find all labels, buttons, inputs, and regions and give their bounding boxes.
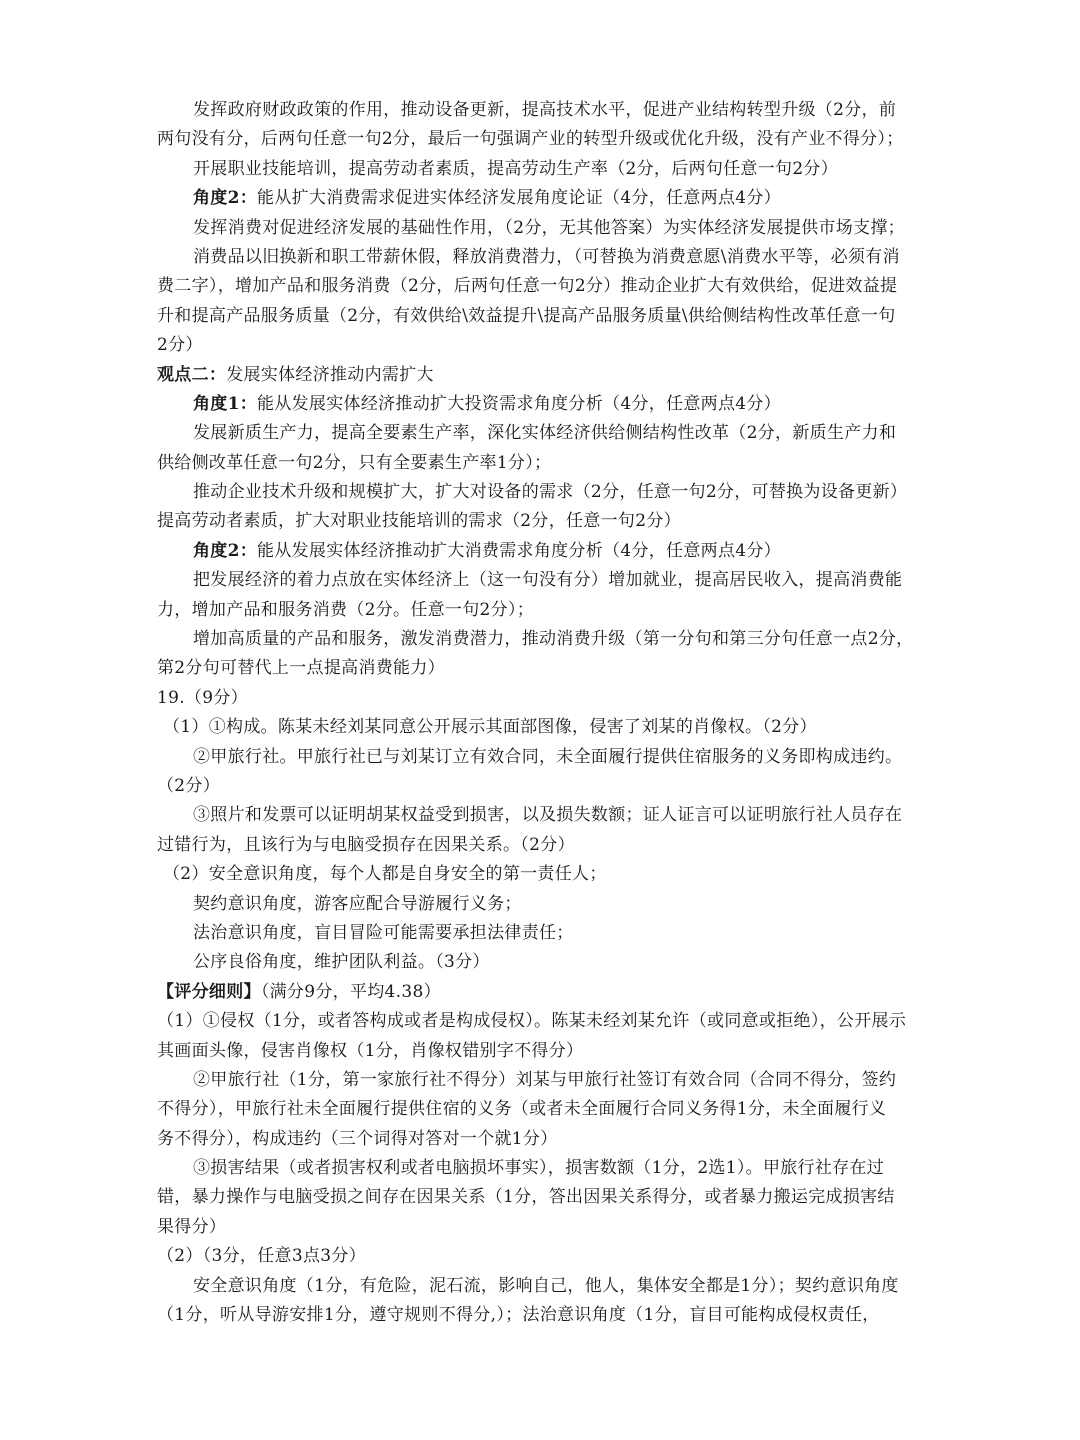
line-text: 其画面头像，侵害肖像权（1分，肖像权错别字不得分） — [157, 1040, 584, 1061]
line-text: 19.（9分） — [157, 687, 248, 708]
text-line — [157, 1183, 927, 1212]
line-text: 推动企业技术升级和规模扩大，扩大对设备的需求（2分，任意一句2分，可替换为设备更新） — [193, 482, 908, 503]
line-text: 把发展经济的着力点放在实体经济上（这一句没有分）增加就业，提高居民收入，提高消费能 — [193, 570, 903, 591]
line-text: 不得分），甲旅行社未全面履行提供住宿的义务（或者未全面履行合同义务得1分，未全面履行义 — [157, 1099, 887, 1120]
line-text: 供给侧改革任意一句2分，只有全要素生产率1分）； — [157, 452, 552, 473]
line-text: 错，暴力操作与电脑受损之间存在因果关系（1分，答出因果关系得分，或者暴力搬运完成损害结 — [157, 1187, 895, 1208]
line-text: 两句没有分，后两句任意一句2分，最后一句强调产业的转型升级或优化升级，没有产业不得分）； — [157, 129, 904, 150]
line-text: 法治意识角度，盲目冒险可能需要承担法律责任； — [193, 922, 574, 943]
line-text: 第2分句可替代上一点提高消费能力） — [157, 658, 445, 679]
text-line — [157, 419, 927, 448]
line-text: 安全意识角度（1分，有危险，泥石流，影响自己，他人，集体安全都是1分）；契约意识角度 — [193, 1275, 899, 1296]
bold-label: 角度1： — [193, 393, 258, 414]
line-text: 契约意识角度，游客应配合导游履行义务； — [193, 893, 522, 914]
line-text: 发展实体经济推动内需扩大 — [226, 364, 434, 385]
line-text: 提高劳动者素质，扩大对职业技能培训的需求（2分，任意一句2分） — [157, 511, 681, 532]
text-line — [157, 361, 927, 390]
line-text: （1）①侵权（1分，或者答构成或者是构成侵权）。陈某未经刘某允许（或同意或拒绝），公开展示 — [157, 1011, 907, 1032]
line-text: 务不得分），构成违约（三个词得对答对一个就1分） — [157, 1128, 558, 1149]
text-line — [157, 272, 927, 301]
text-line — [157, 978, 927, 1007]
text-line — [157, 243, 927, 272]
line-text: ③损害结果（或者损害权利或者电脑损坏事实），损害数额（1分，2选1）。甲旅行社存在过 — [193, 1158, 885, 1179]
bold-label: 【评分细则】 — [157, 981, 261, 1002]
line-text: 发挥政府财政政策的作用，推动设备更新，提高技术水平，促进产业结构转型升级（2分，前 — [193, 100, 897, 120]
text-line — [157, 625, 927, 654]
text-line — [157, 1066, 927, 1095]
text-line — [157, 125, 927, 154]
text-line — [157, 1007, 927, 1036]
text-line — [157, 860, 927, 889]
line-text: ②甲旅行社（1分，第一家旅行社不得分）刘某与甲旅行社签订有效合同（合同不得分，签约 — [193, 1069, 897, 1090]
line-text: （2分） — [157, 775, 221, 796]
line-text: 增加高质量的产品和服务，激发消费潜力，推动消费升级（第一分句和第三分句任意一点2分， — [193, 629, 914, 650]
line-text: 果得分） — [157, 1216, 227, 1237]
text-line — [157, 948, 927, 977]
line-text: 能从扩大消费需求促进实体经济发展角度论证（4分，任意两点4分） — [257, 188, 781, 209]
line-text: 发展新质生产力，提高全要素生产率，深化实体经济供给侧结构性改革（2分，新质生产力和 — [193, 423, 897, 444]
text-line — [157, 478, 927, 507]
line-text: ②甲旅行社。甲旅行社已与刘某订立有效合同，未全面履行提供住宿服务的义务即构成违约。 — [193, 746, 903, 767]
text-line — [157, 654, 927, 683]
text-line — [157, 566, 927, 595]
text-line — [157, 801, 927, 830]
text-line — [157, 1272, 927, 1301]
text-line — [157, 684, 927, 713]
text-line — [157, 96, 927, 125]
line-text: （1）①构成。陈某未经刘某同意公开展示其面部图像，侵害了刘某的肖像权。（2分） — [163, 717, 817, 738]
line-text: 力，增加产品和服务消费（2分。任意一句2分）； — [157, 599, 535, 620]
text-line — [157, 831, 927, 860]
line-text: 发挥消费对促进经济发展的基础性作用，（2分，无其他答案）为实体经济发展提供市场支撑； — [193, 217, 905, 238]
line-text: 能从发展实体经济推动扩大消费需求角度分析（4分，任意两点4分） — [257, 540, 781, 561]
text-line — [157, 184, 927, 213]
bold-label: 角度2： — [193, 188, 258, 209]
text-line — [157, 1037, 927, 1066]
bold-label: 角度2： — [193, 540, 258, 561]
text-line — [157, 1125, 927, 1154]
text-line — [157, 1242, 927, 1271]
text-line — [157, 1154, 927, 1183]
text-line — [157, 449, 927, 478]
line-text: （2）（3分，任意3点3分） — [157, 1246, 366, 1267]
line-text: （满分9分，平均4.38） — [260, 981, 441, 1002]
text-line — [157, 302, 927, 331]
text-line — [157, 743, 927, 772]
text-line — [157, 214, 927, 243]
text-line — [157, 155, 927, 184]
line-text: 费二字），增加产品和服务消费（2分，后两句任意一句2分）推动企业扩大有效供给，促进效益提 — [157, 276, 898, 297]
text-line — [157, 772, 927, 801]
line-text: 过错行为，且该行为与电脑受损存在因果关系。（2分） — [157, 834, 575, 855]
text-line — [157, 596, 927, 625]
line-text: 能从发展实体经济推动扩大投资需求角度分析（4分，任意两点4分） — [257, 393, 781, 414]
text-line — [157, 1095, 927, 1124]
text-line — [157, 331, 927, 360]
line-text: 升和提高产品服务质量（2分，有效供给\效益提升\提高产品服务质量\供给侧结构性改革任意一句 — [157, 305, 896, 326]
line-text: 开展职业技能培训，提高劳动者素质，提高劳动生产率（2分，后两句任意一句2分） — [193, 158, 839, 179]
line-text: 消费品以旧换新和职工带薪休假，释放消费潜力，（可替换为消费意愿\消费水平等，必须有消 — [193, 246, 900, 267]
line-text: 2分） — [157, 335, 203, 356]
text-line — [157, 890, 927, 919]
line-text: （1分，听从导游安排1分，遵守规则不得分,）；法治意识角度（1分，盲目可能构成侵权责任， — [157, 1305, 880, 1326]
text-line — [157, 713, 927, 742]
text-line — [157, 919, 927, 948]
bold-label: 观点二： — [157, 364, 227, 385]
line-text: ③照片和发票可以证明胡某权益受到损害，以及损失数额；证人证言可以证明旅行社人员存在 — [193, 805, 903, 826]
answer-text-body — [157, 96, 927, 1330]
line-text: （2）安全意识角度，每个人都是自身安全的第一责任人； — [163, 864, 607, 885]
text-line — [157, 537, 927, 566]
text-line — [157, 507, 927, 536]
text-line — [157, 390, 927, 419]
text-line — [157, 1301, 927, 1330]
text-line — [157, 1213, 927, 1242]
line-text: 公序良俗角度，维护团队利益。（3分） — [193, 952, 490, 973]
